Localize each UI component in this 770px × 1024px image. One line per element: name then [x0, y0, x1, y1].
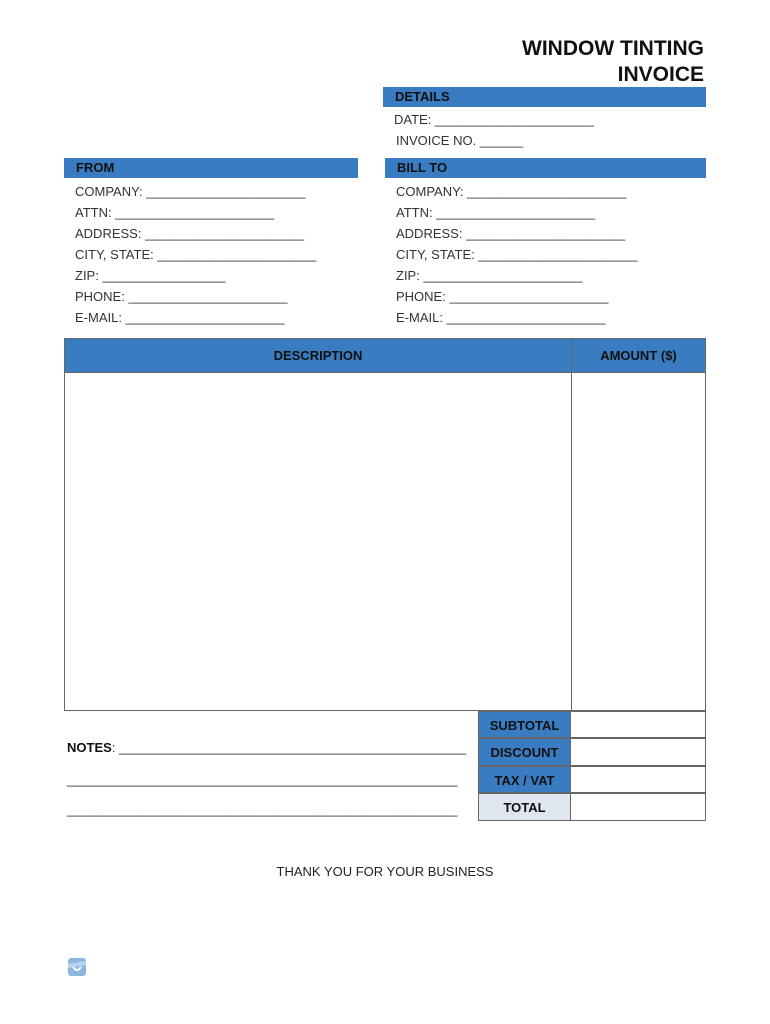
title-line-2: INVOICE: [617, 63, 704, 86]
bill-to-email-field[interactable]: E-MAIL: ______________________: [396, 310, 606, 325]
notes-line-1-blank: : ________________________________________________: [111, 740, 467, 755]
notes-line-1[interactable]: [67, 740, 466, 755]
amount-header: AMOUNT ($): [600, 348, 677, 363]
amount-cell[interactable]: [572, 373, 705, 710]
discount-label: DISCOUNT: [478, 738, 571, 766]
discount-value[interactable]: [571, 738, 706, 766]
subtotal-row: [478, 711, 706, 738]
notes-line-2[interactable]: ______________________________________________________: [67, 772, 458, 787]
totals-block: [478, 711, 706, 821]
from-header: FROM: [64, 158, 358, 178]
discount-row: [478, 738, 706, 766]
title-line-1: WINDOW TINTING: [522, 37, 704, 60]
subtotal-value[interactable]: [571, 711, 706, 738]
total-row: [478, 793, 706, 821]
description-header: DESCRIPTION: [273, 348, 363, 363]
from-email-field[interactable]: E-MAIL: ______________________: [75, 310, 285, 325]
bill-to-attn-field[interactable]: ATTN: ______________________: [396, 205, 596, 220]
bill-to-phone-field[interactable]: PHONE: ______________________: [396, 289, 609, 304]
bill-to-header: BILL TO: [385, 158, 706, 178]
notes-line-3[interactable]: ______________________________________________________: [67, 802, 458, 817]
thank-you-message: THANK YOU FOR YOUR BUSINESS: [276, 864, 494, 879]
description-cell[interactable]: [65, 373, 571, 710]
bill-to-city-state-field[interactable]: CITY, STATE: ______________________: [396, 247, 638, 262]
bill-to-address-field[interactable]: ADDRESS: ______________________: [396, 226, 626, 241]
invoice-title: [522, 36, 704, 88]
total-value[interactable]: [571, 793, 706, 821]
from-attn-field[interactable]: ATTN: ______________________: [75, 205, 275, 220]
from-address-field[interactable]: ADDRESS: ______________________: [75, 226, 305, 241]
details-header: DETAILS: [383, 87, 706, 107]
tax-value[interactable]: [571, 766, 706, 793]
items-table: [64, 338, 706, 711]
tax-label: TAX / VAT: [478, 766, 571, 793]
from-city-state-field[interactable]: CITY, STATE: ______________________: [75, 247, 317, 262]
date-field[interactable]: DATE: ______________________: [394, 112, 594, 127]
document-logo-icon: [67, 957, 87, 977]
from-company-field[interactable]: COMPANY: ______________________: [75, 184, 306, 199]
notes-label: NOTES: [67, 740, 112, 755]
tax-row: [478, 766, 706, 793]
subtotal-label: SUBTOTAL: [478, 711, 571, 738]
items-table-header: [65, 339, 705, 373]
bill-to-zip-field[interactable]: ZIP: ______________________: [396, 268, 583, 283]
total-label: TOTAL: [478, 793, 571, 821]
from-zip-field[interactable]: ZIP: _________________: [75, 268, 226, 283]
invoice-number-field[interactable]: INVOICE NO. ______: [396, 133, 524, 148]
bill-to-company-field[interactable]: COMPANY: ______________________: [396, 184, 627, 199]
from-phone-field[interactable]: PHONE: ______________________: [75, 289, 288, 304]
